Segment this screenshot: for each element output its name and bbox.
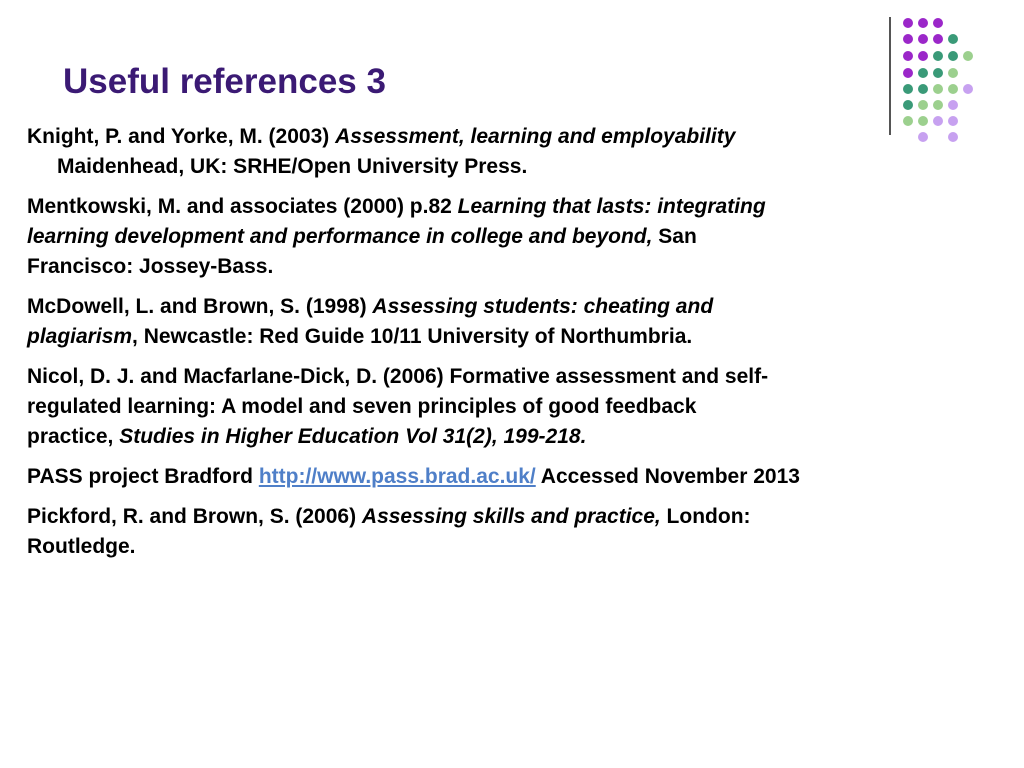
reference-authors: Pickford, R. and Brown, S. (2006) [27,505,362,528]
decor-dot [918,51,928,61]
slide-title: Useful references 3 [63,62,386,101]
decor-dot [933,18,943,28]
reference-publisher: San [652,225,697,248]
reference-publisher: Maidenhead, UK: SRHE/Open University Press. [57,155,528,178]
reference-publisher-continued: Francisco: Jossey-Bass. [27,255,274,278]
reference-journal: Studies in Higher Education Vol 31(2), 199-218. [119,425,587,448]
decor-dot [948,51,958,61]
decor-dot [918,100,928,110]
decor-dot [933,34,943,44]
reference-title: Assessing skills and practice, [361,505,661,528]
decor-dot [933,100,943,110]
reference-title: Learning that lasts: integrating [457,195,766,218]
reference-title-continued: plagiarism [27,325,133,348]
reference-title: Assessment, learning and employability [335,125,736,148]
decor-dot [963,84,973,94]
reference-item-pickford-brown [27,502,987,562]
decor-dot [903,84,913,94]
reference-item-nicol-macfarlane-dick [27,362,987,452]
decor-dot [948,84,958,94]
reference-title: Assessing students: cheating and [372,295,714,318]
reference-list [27,122,987,572]
decor-dot [948,34,958,44]
reference-text-line-2: regulated learning: A model and seven principles of good feedback [27,395,697,418]
pass-project-link[interactable]: http://www.pass.brad.ac.uk/ [258,465,536,488]
decor-dot [918,18,928,28]
decor-dot [948,100,958,110]
decor-dot [903,51,913,61]
reference-publisher: , Newcastle: Red Guide 10/11 University of Northumbria. [132,325,693,348]
reference-authors: McDowell, L. and Brown, S. (1998) [27,295,373,318]
reference-accessed: Accessed November 2013 [535,465,800,488]
reference-title-continued: learning development and performance in college and beyond, [27,225,653,248]
decor-dot [903,18,913,28]
decor-dot [903,68,913,78]
reference-item-pass-project [27,462,987,492]
reference-publisher-continued: Routledge. [27,535,136,558]
decor-dot [933,51,943,61]
decor-dot [918,84,928,94]
reference-item-mcdowell-brown [27,292,987,352]
title-divider [889,17,891,135]
decor-dot [948,68,958,78]
reference-prefix: PASS project Bradford [27,465,259,488]
reference-item-mentkowski [27,192,987,282]
decor-dot [963,51,973,61]
decor-dot [933,68,943,78]
reference-authors: Mentkowski, M. and associates (2000) p.82 [27,195,458,218]
reference-publisher: London: [660,505,751,528]
reference-text-line-3: practice, [27,425,120,448]
decor-dot [933,84,943,94]
decor-dot [903,100,913,110]
decor-dot [918,34,928,44]
reference-item-knight-yorke [27,122,987,182]
decor-dot [903,34,913,44]
reference-text-line-1: Nicol, D. J. and Macfarlane-Dick, D. (2006) Formative assessment and self- [27,365,769,388]
decor-dot [918,68,928,78]
reference-authors: Knight, P. and Yorke, M. (2003) [27,125,336,148]
